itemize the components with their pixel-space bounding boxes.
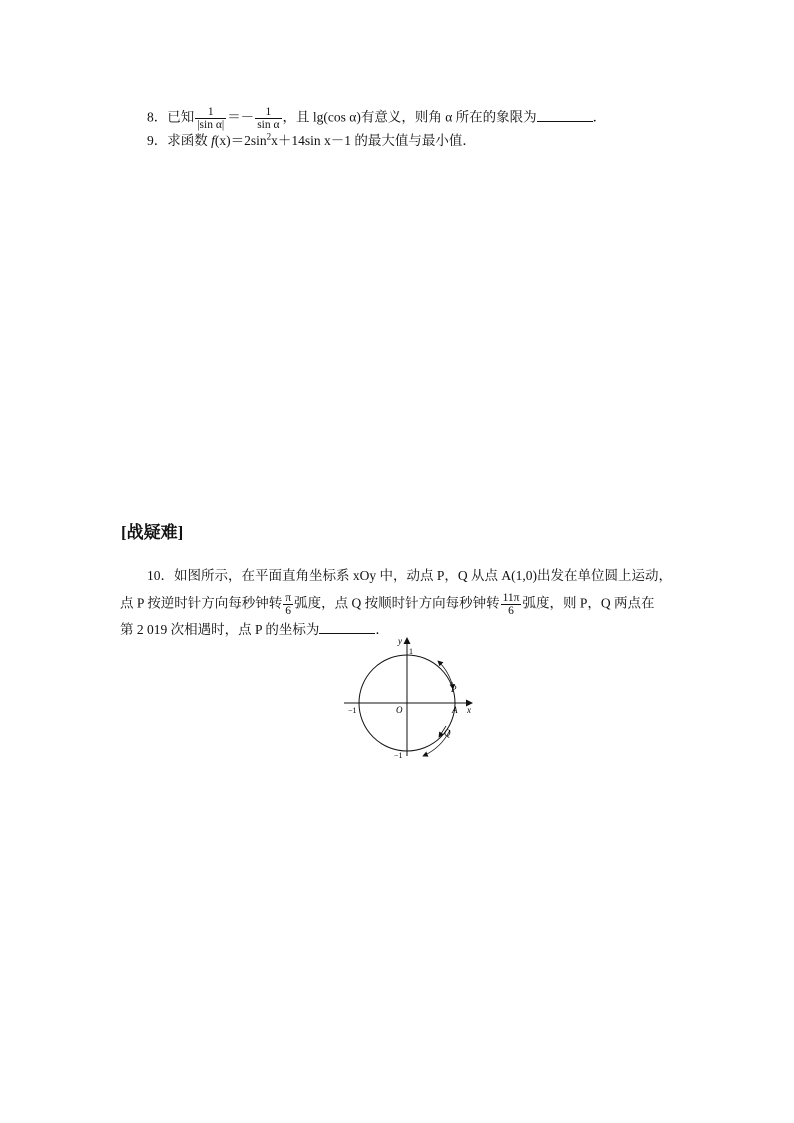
question-text: ，且 lg(cos α)有意义，则角 α 所在的象限为 xyxy=(282,109,537,125)
point-a-label: A xyxy=(452,705,458,715)
question-8: 8．已知 $\frac{1}{\text{|sin α|}}$ ＝－ $\frac{1}{\text{sin α}}$ ，且 lg(cos α)有意义，则角 α 所在的象限为 ． xyxy=(147,106,607,131)
question-text: 已知 xyxy=(167,109,195,125)
fraction: $\frac{1}{\text{sin α}}$ xyxy=(257,106,280,131)
point-q-label: Q xyxy=(444,728,451,738)
question-10-line-2: 点 P 按逆时针方向每秒钟转 $\frac{\pi}{6}$ 弧度，点 Q 按顺时针方向每秒钟转 $\frac{11\pi}{6}$ 弧度，则 P，Q 两点在 xyxy=(120,592,655,617)
equals-minus: ＝－ xyxy=(227,109,255,125)
tick-label-neg1-x: −1 xyxy=(348,706,357,715)
y-axis-label: y xyxy=(398,636,402,646)
x-axis-label: x xyxy=(467,705,471,715)
question-number: 9． xyxy=(147,133,168,148)
fraction: $\frac{11\pi}{6}$ xyxy=(502,592,520,617)
point-p-label: P xyxy=(451,684,457,694)
tick-label-1: 1 xyxy=(409,647,413,656)
question-10-line-1: 10．如图所示，在平面直角坐标系 xOy 中，动点 P，Q 从点 A(1,0)出发在单位圆上运动， xyxy=(147,568,672,583)
question-10 xyxy=(120,568,680,584)
question-10-line-3: 第 2 019 次相遇时，点 P 的坐标为 ． xyxy=(120,622,389,637)
tick-label-neg1-y: −1 xyxy=(394,751,403,760)
answer-blank[interactable] xyxy=(537,109,593,122)
origin-label: O xyxy=(396,705,403,715)
fraction: $\frac{\pi}{6}$ xyxy=(285,592,292,617)
fraction: $\frac{1}{\text{|sin α|}}$ xyxy=(197,106,225,131)
section-title: [战疑难] xyxy=(121,523,184,542)
unit-circle-figure xyxy=(340,632,490,764)
question-9: 9．求函数 $f(x)=2\sin^2x+14\sin$ x－1 的最大值与最小值． xyxy=(147,131,476,148)
question-number: 8． xyxy=(147,109,168,125)
